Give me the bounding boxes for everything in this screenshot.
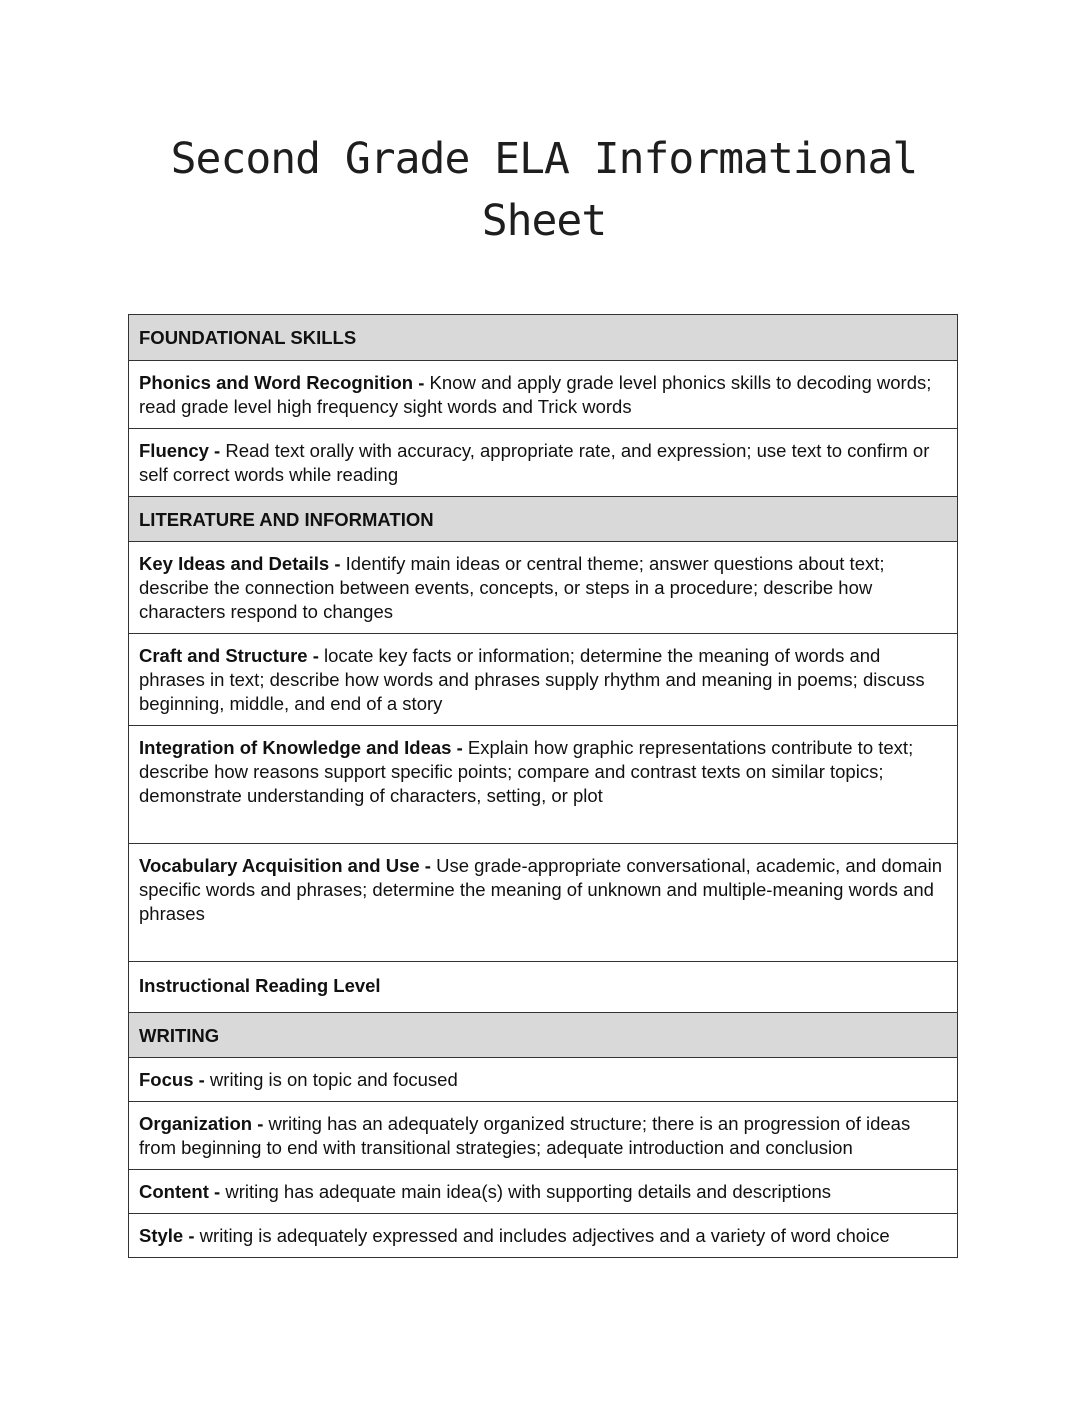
row-description: Identify main ideas or central theme; answer questions about text; describe the connection between events, concepts, or steps in a procedure; describe how characters respond to changes	[139, 553, 885, 622]
row-description: Know and apply grade level phonics skills to decoding words; read grade level high frequency sight words and Trick words	[139, 372, 932, 417]
row-term: Fluency -	[139, 440, 221, 461]
row-term: Key Ideas and Details -	[139, 553, 341, 574]
row-term: Craft and Structure -	[139, 645, 319, 666]
table-row-content	[129, 1169, 957, 1213]
table-row-focus	[129, 1057, 957, 1101]
skills-table	[128, 314, 958, 1258]
table-row-fluency	[129, 428, 957, 496]
row-description: writing is on topic and focused	[204, 1069, 458, 1090]
row-term: Organization -	[139, 1113, 264, 1134]
row-description: writing is adequately expressed and includes adjectives and a variety of word choice	[194, 1225, 890, 1246]
row-term: Integration of Knowledge and Ideas -	[139, 737, 463, 758]
table-row-phonics	[129, 360, 957, 428]
page-title	[0, 128, 1088, 252]
row-description: writing has an adequately organized structure; there is an progression of ideas from beginning to end with transitional strategies; adequate introduction and conclusion	[139, 1113, 911, 1158]
section-header-foundational-skills: FOUNDATIONAL SKILLS	[129, 315, 957, 360]
row-description: locate key facts or information; determine the meaning of words and phrases in text; describe how words and phrases supply rhythm and meaning in poems; discuss beginning, middle, and end of a story	[139, 645, 925, 714]
table-row-integration	[129, 725, 957, 843]
section-header-writing: WRITING	[129, 1012, 957, 1057]
row-description: Use grade-appropriate conversational, academic, and domain specific words and phrases; determine the meaning of unknown and multiple-meaning words and phrases	[139, 855, 943, 924]
row-term: Vocabulary Acquisition and Use -	[139, 855, 431, 876]
row-term: Focus -	[139, 1069, 205, 1090]
row-term: Instructional Reading Level	[139, 975, 381, 996]
row-description: Read text orally with accuracy, appropriate rate, and expression; use text to confirm or self correct words while reading	[139, 440, 930, 485]
row-term: Phonics and Word Recognition -	[139, 372, 425, 393]
row-description: writing has adequate main idea(s) with supporting details and descriptions	[220, 1181, 832, 1202]
row-term: Content -	[139, 1181, 221, 1202]
row-description: Explain how graphic representations contribute to text; describe how reasons support specific points; compare and contrast texts on similar topics; demonstrate understanding of characters, setting, or plot	[139, 737, 914, 806]
section-header-literature-and-information: LITERATURE AND INFORMATION	[129, 496, 957, 541]
table-row-organization	[129, 1101, 957, 1169]
table-row-style	[129, 1213, 957, 1257]
table-row-reading-level	[129, 961, 957, 1012]
title-line-2: Sheet	[481, 196, 607, 246]
table-row-vocabulary	[129, 843, 957, 961]
table-row-key-ideas	[129, 541, 957, 633]
row-term: Style -	[139, 1225, 195, 1246]
table-row-craft-and-structure	[129, 633, 957, 725]
title-line-1: Second Grade ELA Informational	[170, 134, 918, 184]
